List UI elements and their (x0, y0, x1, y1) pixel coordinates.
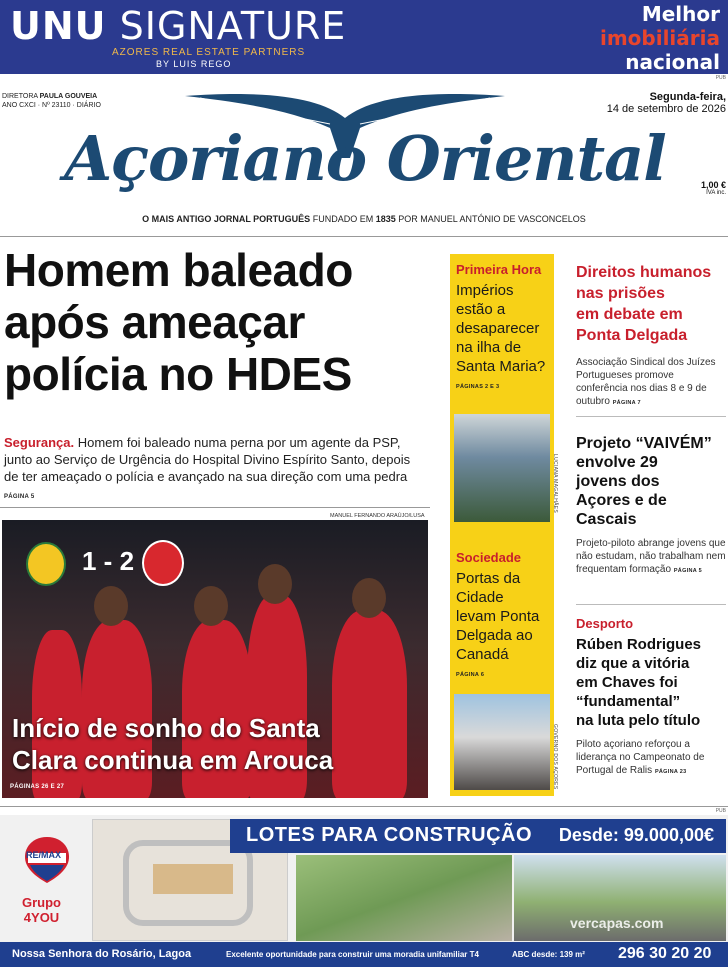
santa-clara-crest-icon (142, 540, 184, 586)
yellow-item2-page: PÁGINA 6 (456, 672, 485, 678)
ad-footer (0, 942, 728, 967)
yellow-item1-credit: LUCIANA MAGALHÃES (552, 454, 558, 514)
ad-slogan (560, 2, 720, 74)
lead-divider (0, 507, 430, 508)
yellow-item1-line3: desaparecer (456, 320, 540, 337)
bottom-divider (0, 806, 728, 807)
player-head (94, 586, 128, 626)
photo-credit: MANUEL FERNANDO ARAÚJO/LUSA (330, 513, 425, 519)
watermark: vercapas.com (570, 915, 664, 931)
photo-pages: PÁGINAS 26 E 27 (10, 784, 65, 790)
ad-slogan-line1: Melhor (641, 2, 720, 26)
player-head (258, 564, 292, 604)
right-story3-body: Piloto açoriano reforçou a liderança no Campeonato de Portugal de Ralis (576, 739, 705, 776)
right-story2-line1: Projeto “VAIVÉM” (576, 435, 712, 452)
yellow-item-2[interactable] (456, 550, 539, 678)
map-lots (153, 864, 233, 894)
issue-line: ANO CXCI · Nº 23110 · DIÁRIO (2, 102, 101, 109)
yellow-item1-headline (456, 281, 545, 376)
yellow-item1-line4: na ilha de (456, 339, 522, 356)
match-score: 1 - 2 (82, 546, 135, 576)
ad-byline: BY LUIS REGO (156, 59, 232, 69)
lead-headline-line1: Homem baleado (4, 244, 353, 296)
director-line (2, 92, 101, 101)
yellow-item1-pages: PÁGINAS 2 E 3 (456, 384, 500, 390)
lead-headline-line3: polícia no HDES (4, 348, 352, 400)
tagline-end: POR MANUEL ANTÓNIO DE VASCONCELOS (398, 214, 586, 224)
right-story3-text (576, 738, 726, 779)
price-note: IVA inc. (706, 190, 726, 196)
yellow-item2-line1: Portas da (456, 570, 521, 587)
ad-title-bar (230, 819, 726, 853)
right-story1-line1: Direitos humanos (576, 264, 712, 281)
ad-price-value: 99.000,00€ (623, 825, 714, 845)
right-story3-line3: em Chaves foi (576, 674, 678, 691)
aerial-photo[interactable] (296, 855, 512, 941)
ad-description: Excelente oportunidade para construir uma moradia unifamiliar T4 (226, 950, 479, 959)
pub-label-bottom: PUB (715, 808, 726, 814)
yellow-item2-headline (456, 569, 539, 664)
yellow-item1-line1: Impérios (456, 282, 514, 299)
right-story3-line2: diz que a vitória (576, 655, 690, 672)
weekday: Segunda-feira, (649, 91, 726, 103)
tagline-bold: O MAIS ANTIGO JORNAL PORTUGUÊS (142, 214, 311, 224)
lead-headline[interactable] (4, 244, 434, 400)
lead-text (4, 434, 420, 506)
ad-location: Nossa Senhora do Rosário, Lagoa (12, 948, 192, 960)
player-head (194, 586, 228, 626)
right-story2-text (576, 537, 726, 578)
price-box (701, 180, 726, 196)
right-story1-page: PÁGINA 7 (612, 400, 641, 406)
right-story1-headline (576, 262, 726, 346)
right-story2-body: Projeto-piloto abrange jovens que não estudam, não trabalham nem frequentam formação (576, 538, 726, 575)
right-story-3[interactable] (576, 616, 726, 779)
right-story1-line4: Ponta Delgada (576, 327, 688, 344)
imperios-photo[interactable] (454, 414, 550, 522)
director-name: PAULA GOUVEIA (39, 93, 98, 100)
right-story2-headline (576, 434, 726, 529)
sport-photo[interactable] (2, 520, 428, 798)
ad-slogan-line3: nacional (625, 50, 720, 74)
right-story2-line5: Cascais (576, 511, 637, 528)
right-story2-line3: jovens dos (576, 473, 660, 490)
lead-headline-line2: após ameaçar (4, 296, 305, 348)
ad-phone[interactable]: 296 30 20 20 (618, 945, 712, 962)
right-divider-1 (576, 416, 726, 417)
director-label: DIRETORA (2, 93, 38, 100)
tagline-mid: FUNDADO EM (312, 214, 374, 224)
right-story3-kicker: Desporto (576, 616, 634, 631)
yellow-item1-line5: Santa Maria? (456, 358, 546, 375)
photo-caption-line1: Início de sonho do Santa (12, 713, 320, 743)
price: 1,00 € (700, 180, 726, 190)
photo-caption[interactable] (12, 712, 422, 776)
bottom-advertisement[interactable] (0, 815, 728, 967)
ad-price-label: Desde: (558, 825, 619, 845)
ad-abc: ABC desde: 139 m² (512, 950, 585, 959)
player-head (352, 578, 386, 618)
yellow-item2-credit: GOVERNO DOS AÇORES (552, 724, 558, 790)
newspaper-title[interactable]: Açoriano Oriental (64, 122, 666, 195)
ad-title: LOTES PARA CONSTRUÇÃO (246, 824, 533, 846)
masthead-divider (0, 236, 728, 237)
photo-caption-line2: Clara continua em Arouca (12, 745, 334, 775)
right-divider-2 (576, 604, 726, 605)
yellow-item2-line3: levam Ponta (456, 608, 540, 625)
ad-brand (10, 4, 346, 48)
group-name-line2: 4YOU (23, 910, 60, 925)
right-story1-line3: em debate em (576, 306, 683, 323)
masthead-meta (2, 92, 101, 110)
lead-kicker: Segurança. (4, 435, 75, 450)
right-story1-body: Associação Sindical dos Juízes Portugueses promove conferência nos dias 8 e 9 de outubro (576, 357, 716, 407)
yellow-item1-line2: estão a (456, 301, 506, 318)
arouca-crest-icon (26, 542, 66, 586)
remax-brand: RE/MAX (26, 850, 62, 860)
date: 14 de setembro de 2026 (606, 103, 726, 115)
right-story1-text (576, 356, 726, 410)
yellow-item2-line5: Canadá (456, 646, 509, 663)
right-story3-headline (576, 635, 726, 730)
right-story2-line2: envolve 29 (576, 454, 658, 471)
portas-cidade-photo[interactable] (454, 694, 550, 790)
yellow-column (450, 254, 558, 796)
masthead-date (607, 91, 726, 115)
right-story3-line4: “fundamental” (576, 693, 681, 710)
right-story3-line5: na luta pelo título (576, 712, 701, 729)
right-story3-line1: Rúben Rodrigues (576, 636, 702, 653)
right-story-1[interactable] (576, 262, 726, 410)
yellow-item2-line4: Delgada ao (456, 627, 533, 644)
yellow-item-1[interactable] (456, 262, 545, 390)
ad-brand-bold: UNU (10, 4, 107, 48)
right-story3-page: PÁGINA 23 (654, 769, 687, 775)
masthead-tagline (0, 214, 728, 224)
right-story1-line2: nas prisões (576, 285, 665, 302)
right-story-2[interactable] (576, 434, 726, 578)
yellow-item2-kicker: Sociedade (456, 550, 522, 565)
tagline-year: 1835 (375, 214, 396, 224)
yellow-item2-line2: Cidade (456, 589, 504, 606)
lead-page: PÁGINA 5 (4, 494, 35, 500)
group-name-line1: Grupo (22, 895, 61, 910)
right-story2-page: PÁGINA 5 (673, 568, 703, 574)
ad-subtitle: AZORES REAL ESTATE PARTNERS (112, 47, 306, 58)
lead-body: Homem foi baleado numa perna por um agente da PSP, junto ao Serviço de Urgência do Hospital Divino Espírito Santo, depois de ter ameaçado o polícia e avançado na sua direção com uma pedra (4, 435, 411, 484)
ad-slogan-line2: imobiliária (599, 26, 720, 50)
top-advertisement[interactable] (0, 0, 728, 74)
ad-brand-light: SIGNATURE (119, 4, 347, 48)
yellow-item1-kicker: Primeira Hora (456, 262, 542, 277)
group-name (22, 895, 61, 925)
pub-label-top: PUB (715, 75, 726, 81)
right-story2-line4: Açores e de (576, 492, 667, 509)
ad-price (559, 825, 714, 846)
remax-balloon-icon (20, 835, 74, 885)
